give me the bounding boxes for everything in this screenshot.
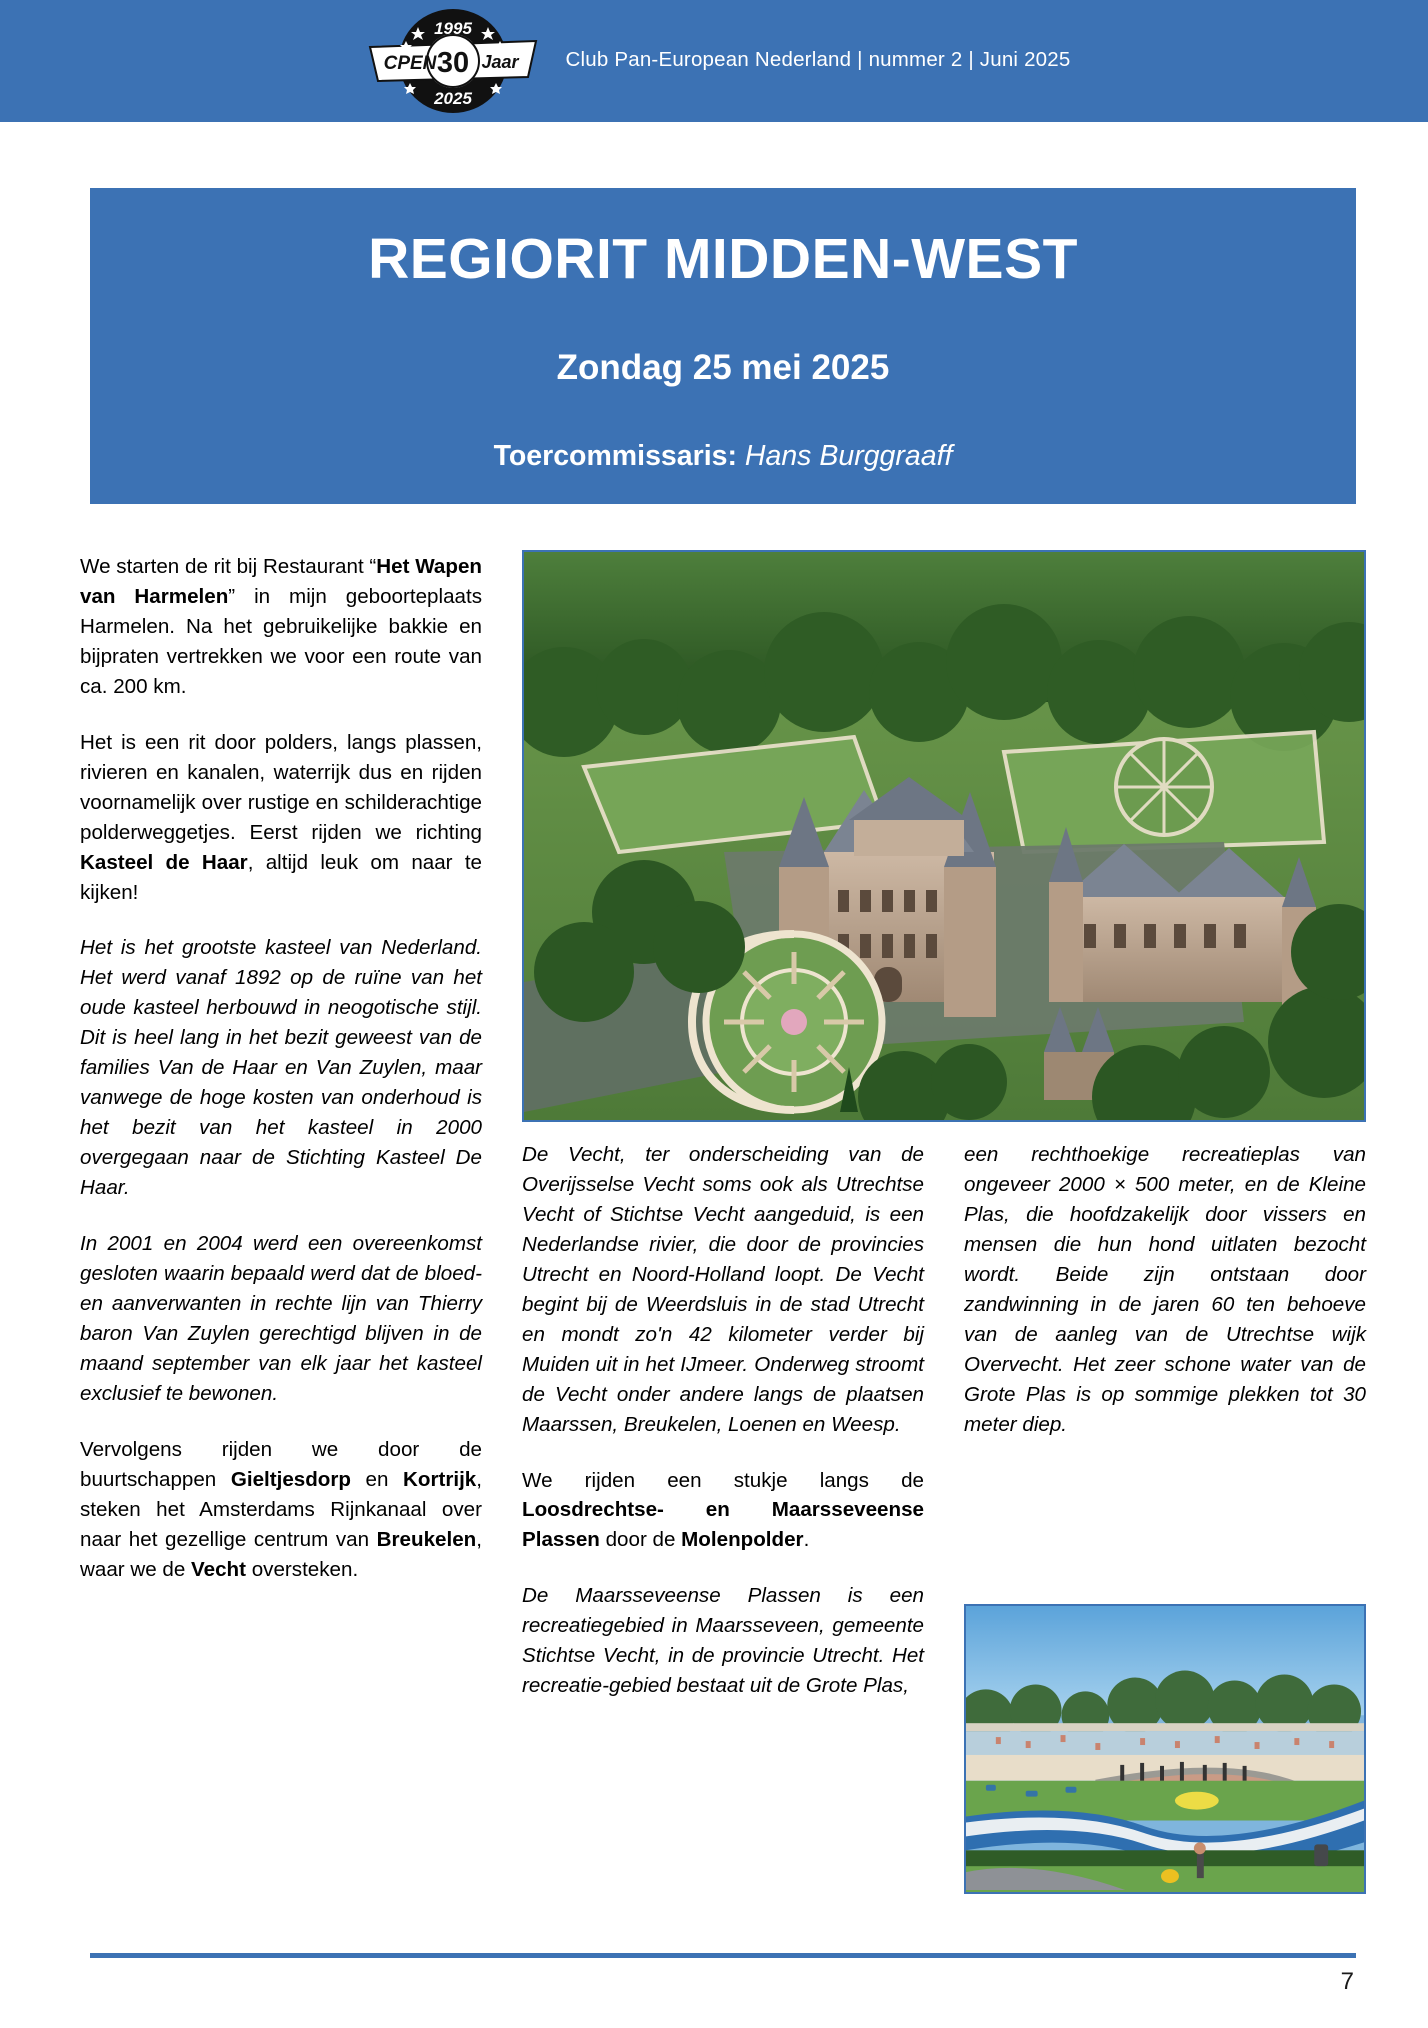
emphasis-text: Gieltjesdorp [230, 1467, 351, 1491]
right-column-paragraph: een rechthoekige recreatieplas van ongeveer 2000 × 500 meter, en de Kleine Plas, die hoofdzakelijk door vissers en mensen die hun hond uitlaten bezocht wordt. Beide zijn ontstaan door zandwinning in de jaren 60 ten behoeve van de aanleg van de Utrechtse wijk Overvecht. Het zeer schone water van de Grote Plas is op sommige plekken tot 30 meter diep. [964, 1143, 1366, 1436]
article-title-panel [90, 188, 1356, 504]
event-date: Zondag 25 mei 2025 [556, 347, 890, 387]
logo-anniversary-number: 30 [436, 47, 469, 79]
tour-commissioner [494, 440, 953, 473]
middle-column-paragraph: De Vecht, ter onderscheiding van de Overijsselse Vecht soms ook als Utrechtse Vecht of Stichtse Vecht aangeduid, is een Nederlandse rivier, die door de provincies Utrecht en Noord-Holland loopt. De Vecht begint bij de Weerdsluis in de stad Utrecht en mondt zo'n 42 kilometer verder bij Muiden uit in het IJmeer. Onderweg stroomt de Vecht onder andere langs de plaatsen Maarssen, Breukelen, Loenen en Weesp. [522, 1143, 924, 1436]
commissioner-name: Hans Burggraaff [744, 439, 953, 472]
emphasis-text: Vecht [191, 1557, 246, 1581]
left-column-paragraph: Het is het grootste kasteel van Nederland. Het werd vanaf 1892 op de ruïne van het oude kasteel herbouwd in neogotische stijl. Dit is heel lang in het bezit geweest van de families Van de Haar en Van Zuylen, maar vanwege de hoge kosten van onderhoud is het bezit van het kasteel in 2000 overgegaan naar de Stichting Kasteel De Haar. [80, 936, 482, 1200]
page-title: REGIORIT MIDDEN-WEST [368, 227, 1078, 291]
photo-kasteel-de-haar [522, 550, 1366, 1122]
logo-year-bottom: 2025 [433, 89, 472, 108]
photo-maarsseveense-plassen [964, 1604, 1366, 1894]
logo-word-jaar: Jaar [480, 52, 519, 72]
emphasis-text: Het Wapen van Harmelen [80, 555, 482, 608]
logo-year-top: 1995 [433, 19, 472, 38]
masthead-text: Club Pan-European Nederland | nummer 2 | Juni 2025 [565, 48, 1071, 71]
emphasis-text: Breukelen [376, 1527, 477, 1551]
left-column-paragraph: Het is een rit door polders, langs plassen, rivieren en kanalen, waterrijk dus en rijden voornamelijk over rustige en schilderachtige polderweggetjes. Eerst rijden we richting Kasteel de Haar, altijd leuk om naar te kijken! [80, 730, 482, 904]
middle-column-paragraph: We rijden een stukje langs de Loosdrechtse- en Maarsseveense Plassen door de Molenpolder. [522, 1468, 924, 1552]
emphasis-text: Kasteel de Haar [80, 850, 248, 874]
emphasis-text: Kortrijk [403, 1467, 477, 1491]
left-column-paragraph: In 2001 en 2004 werd een overeenkomst gesloten waarin bepaald werd dat de bloed- en aanverwanten in rechte lijn van Thierry baron Van Zuylen gerechtigd blijven in de maand september van elk jaar het kasteel exclusief te bewonen. [80, 1232, 482, 1405]
emphasis-text: Molenpolder [681, 1528, 804, 1552]
commissioner-label: Toercommissaris: [493, 439, 737, 472]
column-middle [522, 1140, 924, 1727]
page-number: 7 [1340, 1968, 1354, 1995]
footer-divider [90, 1953, 1356, 1958]
article-body [80, 552, 1366, 1882]
column-right [964, 1140, 1366, 1466]
logo-club-abbr: CPEN [383, 53, 436, 74]
middle-column-paragraph: De Maarsseveense Plassen is een recreatiegebied in Maarsseveen, gemeente Stichtse Vecht, in de provincie Utrecht. Het recreatie-gebied bestaat uit de Grote Plas, [522, 1584, 924, 1698]
page-header-band [0, 0, 1428, 122]
cpen-anniversary-logo [358, 7, 548, 115]
emphasis-text: Loosdrechtse- en Maarsseveense Plassen [522, 1498, 924, 1552]
column-left [80, 552, 482, 1611]
left-column-paragraph: Vervolgens rijden we door de buurtschappen Gieltjesdorp en Kortrijk, steken het Amsterdams Rijnkanaal over naar het gezellige centrum van Breukelen, waar we de Vecht oversteken. [80, 1437, 482, 1581]
left-column-paragraph: We starten de rit bij Restaurant “Het Wapen van Harmelen” in mijn geboorteplaats Harmelen. Na het gebruikelijke bakkie en bijpraten vertrekken we voor een route van ca. 200 km. [80, 555, 482, 698]
